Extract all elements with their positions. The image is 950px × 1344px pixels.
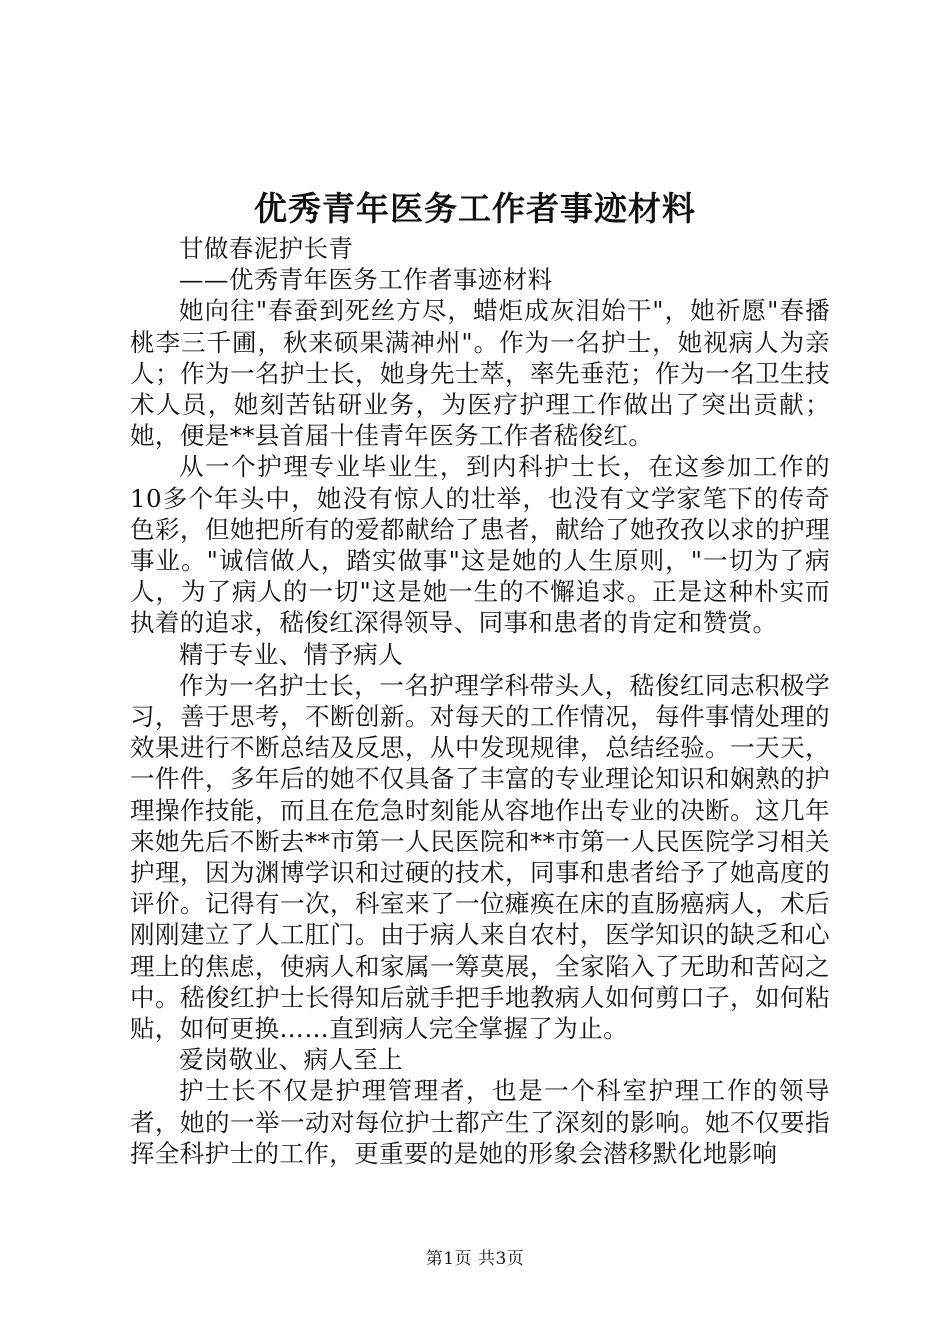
paragraph: 护士长不仅是护理管理者，也是一个科室护理工作的领导者，她的一举一动对每位护士都产生了深刻的影响。她不仅要指挥全科护士的工作，更重要的是她的形象会潜移默化地影响 bbox=[130, 1076, 830, 1168]
page-footer: 第1页 共3页 bbox=[425, 1249, 525, 1269]
section-heading: 精于专业、情予病人 bbox=[179, 639, 404, 669]
section-heading: 爱岗敬业、病人至上 bbox=[179, 1045, 404, 1075]
paragraph: 作为一名护士长，一名护理学科带头人，嵇俊红同志积极学习，善于思考，不断创新。对每天的工作情况，每件事情处理的效果进行不断总结及反思，从中发现规律，总结经验。一天天，一件件，多年后的她不仅具备了丰富的专业理论知识和娴熟的护理操作技能，而且在危急时刻能从容地作出专业的决断。这几年来她先后不断去**市第一人民医院和**市第一人民医院学习相关护理，因为渊博学识和过硬的技术，同事和患者给予了她高度的评价。记得有一次，科室来了一位瘫痪在床的直肠癌病人，术后刚刚建立了人工肛门。由于病人来自农村，医学知识的缺乏和心理上的焦虑，使病人和家属一筹莫展，全家陷入了无助和苦闷之中。嵇俊红护士长得知后就手把手地教病人如何剪口子，如何粘贴，如何更换……直到病人完全掌握了为止。 bbox=[130, 670, 830, 1044]
paragraph: 从一个护理专业毕业生，到内科护士长，在这参加工作的10多个年头中，她没有惊人的壮举，也没有文学家笔下的传奇色彩，但她把所有的爱都献给了患者，献给了她孜孜以求的护理事业。"诚信做人，踏实做事"这是她的人生原则，"一切为了病人，为了病人的一切"这是她一生的不懈追求。正是这种朴实而执着的追求，嵇俊红深得领导、同事和患者的肯定和赞赏。 bbox=[130, 452, 830, 638]
document-title: 优秀青年医务工作者事迹材料 bbox=[254, 189, 696, 228]
subtitle-line: ——优秀青年医务工作者事迹材料 bbox=[179, 265, 553, 295]
subtitle: 甘做春泥护长青 bbox=[179, 234, 354, 263]
document-body bbox=[130, 233, 830, 1169]
paragraph: 她向往"春蚕到死丝方尽，蜡炬成灰泪始干"，她祈愿"春播桃李三千圃，秋来硕果满神州"。作为一名护士，她视病人为亲人；作为一名护士长，她身先士萃，率先垂范；作为一名卫生技术人员，她刻苦钻研业务，为医疗护理工作做出了突出贡献；她，便是**县首届十佳青年医务工作者嵇俊红。 bbox=[130, 296, 830, 451]
